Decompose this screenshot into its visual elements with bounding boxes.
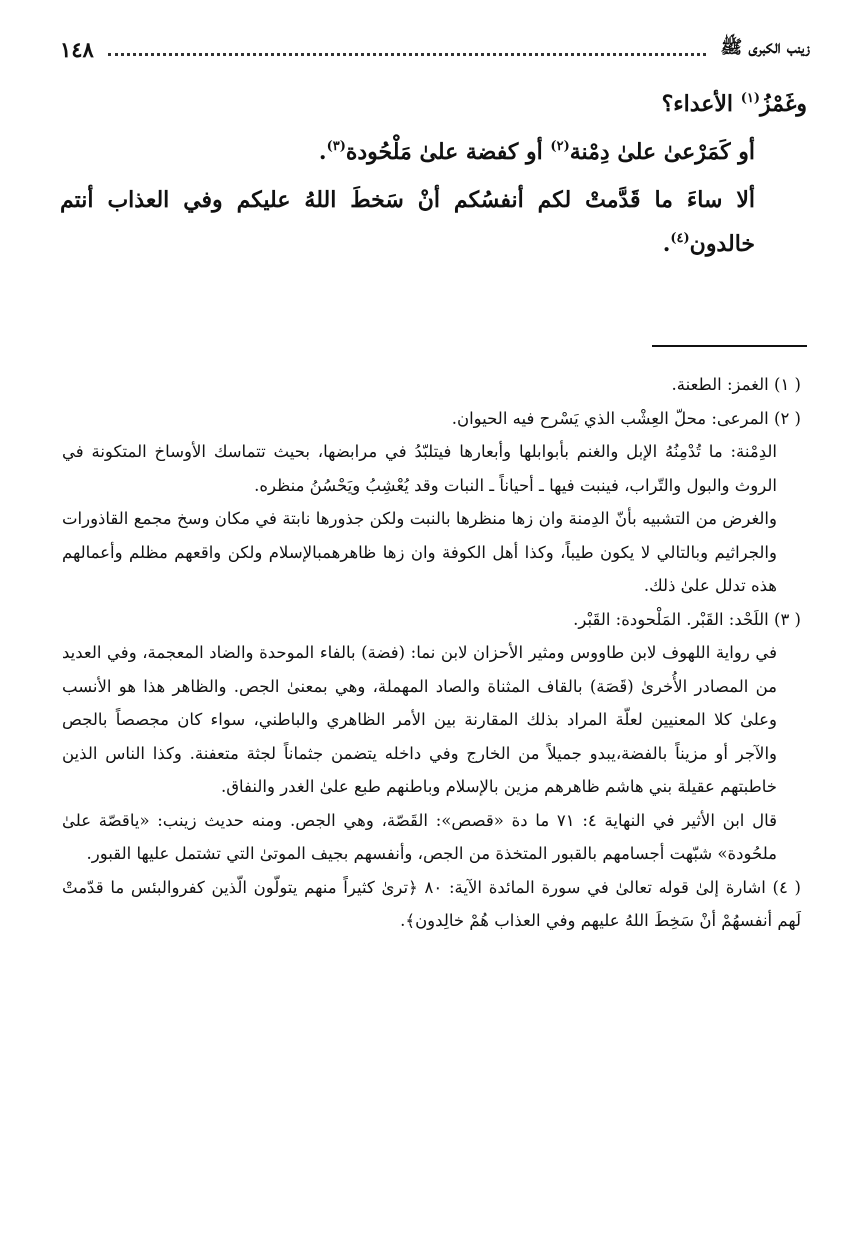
main-line-3: ألا ساءَ ما قَدَّمتْ لكم أنفسُكم أنْ سَخطَ اللهُ عليكم وفي العذاب أنتم خالدون$^{(٤)}$.: [60, 187, 755, 257]
footnote-4: ( ٤) اشارة إلىٰ قوله تعالىٰ في سورة المائدة الآية: ٨٠ ﴿ترىٰ كثيراً منهم يتولّون الّذين كفروالبئس ما قدّمتْ لَهم أنفسهُمْ أنْ سَخِطَ اللهُ عليهم وفي العذاب هُمْ خالِدون﴾.: [62, 877, 801, 930]
header-dot-leader: [108, 43, 707, 56]
main-text: [60, 82, 807, 270]
footnote-2-para-2: والغرض من التشبيه بأنّ الدِمنة وان زها منظرها بالنبت ولكن جذورها نابتة في مكان وسخ مجمع القاذورات والجراثيم وبالتالي لا يكون طيباً، وكذا أهل الكوفة وان زها ظاهرهمبالإسلام ولكن واقعهم مظلم وأعمالهم هذه تدلل علىٰ ذلك.: [62, 509, 777, 595]
honorific-mark: ﷺ: [720, 37, 743, 58]
footnote-3: ( ٣) اللَحْد: القَبْر. المَلْحودة: القَبْر.: [573, 609, 801, 629]
footnote-ref-3: (٣): [326, 139, 346, 154]
footnote-ref-4: (٤): [670, 231, 690, 246]
footnote-3-para-2: قال ابن الأثير في النهاية ٤: ٧١ ما دة «قصص»: القَصّة، وهي الجص. ومنه حديث زينب: «ياقصّة علىٰ ملحُودة» شبّهت أجسامهم بالقبور المتخذة من الجص، وأنفسهم بجيف الموتىٰ التي تشتمل عليها القبور.: [62, 810, 777, 863]
footnote-ref-1: (١): [740, 91, 760, 106]
main-line-1: وغَمْزُ$^{(١)}$ الأعداء؟: [661, 91, 807, 117]
footnote-1: ( ١) الغمز: الطعنة.: [671, 375, 801, 394]
footnote-2-para-1: الدِمْنة: ما تُدْمِنُهُ الإبل والغنم بأبوابلها وأبعارها فيتلبّدُ في مرابضها، بحيث تتماسك الأوساخ المتكونة في الروث والبول والتّراب، فينبت فيها ـ أحياناً ـ النبات وقد يُعْشِبُ ويَحْسُنُ منظره.: [62, 442, 777, 495]
page-header: [60, 34, 810, 64]
footnotes: [62, 368, 807, 938]
footnote-2: ( ٢) المرعى: محلّ العِشْب الذي يَسْرح فيه الحيوان.: [451, 408, 801, 428]
running-title: زينب الكبرى ﷺ: [720, 37, 810, 58]
footnote-separator: [652, 345, 807, 347]
main-line-2: أو كَمَرْعىٰ علىٰ دِمْنة$^{(٢)}$ أو كفضة علىٰ مَلْحُودة$^{(٣)}$.: [318, 139, 755, 165]
footnote-ref-2: (٢): [550, 139, 570, 154]
footnote-3-para-1: في رواية اللهوف لابن طاووس ومثير الأحزان لابن نما: (فضة) بالفاء الموحدة والضاد المعجمة، وفي العديد من المصادر الأُخرىٰ (قَصَة) بالقاف المثناة والصاد المهملة، وهي بمعنىٰ الجص. والظاهر هذا هو الأنسب وعلىٰ كلا المعنيين لعلّة المراد بذلك المقارنة بين الأمر الظاهري والباطني، سواء كان مجصصاً بالجص والآجر أو مزيناً بالفضة،يبدو جميلاً من الخارج وفي داخله يتضمن جثماناً لجثة متعفنة. وكذا الناس الذين خاطبتهم عقيلة بني هاشم ظاهرهم مزين بالإسلام وباطنهم طبع علىٰ الغدر والنفاق.: [62, 643, 777, 796]
page-number: ١٤٨: [60, 36, 94, 62]
